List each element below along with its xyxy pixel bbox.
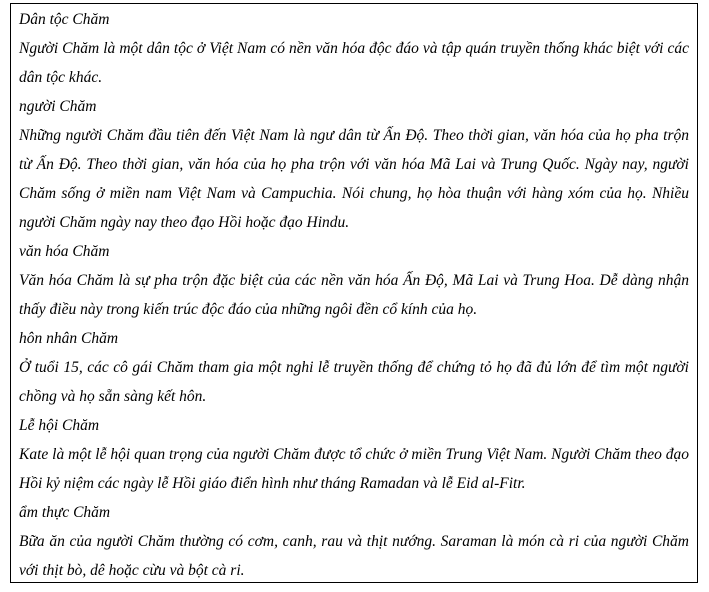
section-am-thuc-cham [19, 498, 689, 585]
section-body: Người Chăm là một dân tộc ở Việt Nam có nền văn hóa độc đáo và tập quán truyền thống khác biệt với các dân tộc khác. [19, 40, 689, 86]
section-body: Những người Chăm đầu tiên đến Việt Nam là ngư dân từ Ấn Độ. Theo thời gian, văn hóa của họ pha trộn từ Ấn Độ. Theo thời gian, văn hóa của họ pha trộn với văn hóa Mã Lai và Trung Quốc. Ngày nay, người Chăm sống ở miền nam Việt Nam và Campuchia. Nói chung, họ hòa thuận với hàng xóm của họ. Nhiều người Chăm ngày nay theo đạo Hồi hoặc đạo Hindu. [19, 127, 689, 231]
section-title: văn hóa Chăm [19, 243, 110, 260]
text-box [10, 3, 698, 583]
section-title: Dân tộc Chăm [19, 11, 110, 28]
section-body: Ở tuổi 15, các cô gái Chăm tham gia một nghi lễ truyền thống để chứng tỏ họ đã đủ lớn để tìm một người chồng và họ sẵn sàng kết hôn. [19, 359, 689, 405]
section-title: người Chăm [19, 98, 97, 115]
section-title: hôn nhân Chăm [19, 330, 119, 347]
section-body: Văn hóa Chăm là sự pha trộn đặc biệt của các nền văn hóa Ấn Độ, Mã Lai và Trung Hoa. Dễ dàng nhận thấy điều này trong kiến trúc độc đáo của những ngôi đền cổ kính của họ. [19, 272, 689, 318]
section-title: ẩm thực Chăm [19, 504, 111, 521]
section-hon-nhan-cham [19, 324, 689, 411]
section-body: Bữa ăn của người Chăm thường có cơm, canh, rau và thịt nướng. Saraman là món cà ri của người Chăm với thịt bò, dê hoặc cừu và bột cà ri. [19, 533, 689, 579]
section-title: Lễ hội Chăm [19, 417, 100, 434]
section-nguoi-cham [19, 92, 689, 237]
section-van-hoa-cham [19, 237, 689, 324]
section-dan-toc-cham [19, 5, 689, 92]
section-body: Kate là một lễ hội quan trọng của người Chăm được tổ chức ở miền Trung Việt Nam. Người Chăm theo đạo Hồi kỷ niệm các ngày lễ Hồi giáo điển hình như tháng Ramadan và lễ Eid al-Fitr. [19, 446, 689, 492]
section-le-hoi-cham [19, 411, 689, 498]
